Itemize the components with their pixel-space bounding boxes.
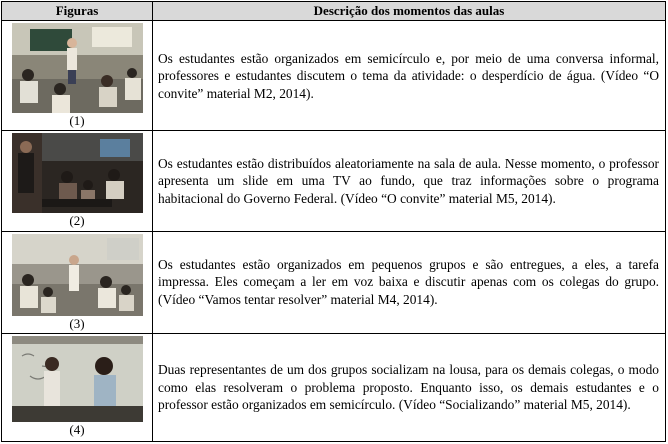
moment-description: Os estudantes estão organizados em pequenos grupos e são entregues, a eles, a tarefa impressa. Eles começam a ler em voz baixa e discutir apenas com os colegas do grupo. (Vídeo “Vamos tentar resolver” material M4, 2014). <box>153 231 666 333</box>
classroom-photo-1 <box>12 23 143 113</box>
figure-cell <box>2 231 153 333</box>
figure-cell <box>2 333 153 441</box>
figure-label: (2) <box>69 213 85 229</box>
moment-description: Os estudantes estão organizados em semicírculo e, por meio de uma conversa informal, professores e estudantes discutem o tema da atividade: o desperdício de água. (Vídeo “O convite” material M2, 2014). <box>153 21 666 131</box>
figure-label: (4) <box>69 421 85 437</box>
classroom-moments-table <box>1 1 666 442</box>
figure-cell <box>2 131 153 231</box>
figure-cell <box>2 21 153 131</box>
table-row <box>2 231 666 333</box>
classroom-photo-2 <box>12 133 143 213</box>
figure-label: (1) <box>69 113 85 129</box>
moment-description: Duas representantes de um dos grupos socializam na lousa, para os demais colegas, o modo como elas resolveram o problema proposto. Enquanto isso, os demais estudantes e o professor estão organizados em semicírculo. (Vídeo “Socializando” material M5, 2014). <box>153 333 666 441</box>
classroom-photo-3 <box>12 234 143 316</box>
classroom-photo-4 <box>12 336 143 422</box>
moment-description: Os estudantes estão distribuídos aleatoriamente na sala de aula. Nesse momento, o professor apresenta um slide em uma TV ao fundo, que traz informações sobre o programa habitacional do Governo Federal. (Vídeo “O convite” material M5, 2014). <box>153 131 666 231</box>
table-row <box>2 333 666 441</box>
table-header-row <box>2 2 666 21</box>
table-row <box>2 131 666 231</box>
table-row <box>2 21 666 131</box>
figure-label: (3) <box>69 315 85 331</box>
column-header-description: Descrição dos momentos das aulas <box>153 2 666 21</box>
column-header-figures: Figuras <box>2 2 153 21</box>
